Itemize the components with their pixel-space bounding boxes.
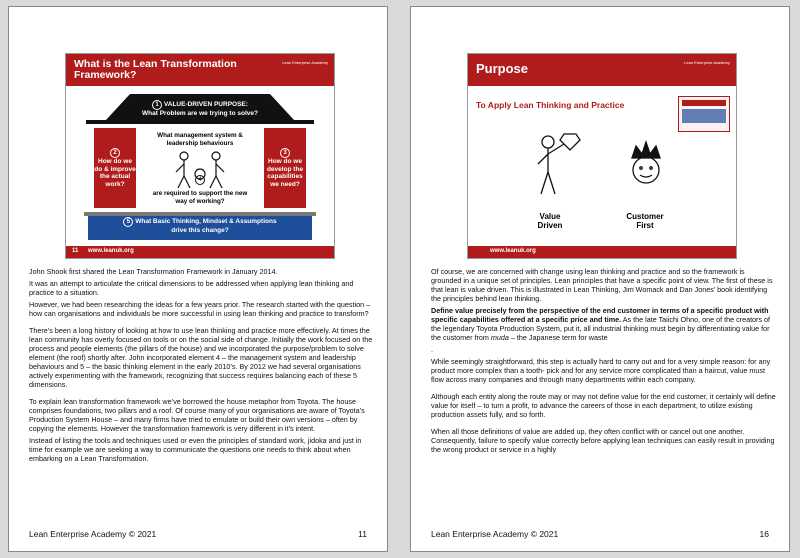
page-number: 16	[759, 529, 769, 539]
roof-line-2: What Problem are we trying to solve?	[142, 110, 258, 117]
label-line: Value	[539, 212, 561, 221]
paragraph: .	[431, 345, 433, 354]
paragraph: It was an attempt to articulate the critical dimensions to be addressed when applying lean thinking and practice to a situation.	[29, 279, 354, 297]
left-pillar-text: How do we do & improve the actual work?	[94, 158, 136, 188]
definition-rest: As the late Taiichi Ohno, one of the creators of the legendary Toyota Production System, put it, all industrial thinking must begin by differentiating value for the customer from	[431, 315, 771, 342]
customer-first-label	[610, 212, 680, 230]
center-question-bottom: are required to support the new way of working?	[152, 190, 248, 205]
brand-logo: Lean Enterprise Academy	[684, 60, 730, 65]
document-page-right	[410, 6, 790, 552]
number-badge: 2	[110, 148, 120, 158]
roof-label	[66, 100, 334, 118]
slide-title: What is the Lean Transformation Framework?	[74, 58, 237, 81]
slide-url: www.leanuk.org	[490, 248, 536, 254]
right-pillar	[264, 128, 306, 208]
number-badge: 3	[280, 148, 290, 158]
slide-purpose	[467, 53, 737, 259]
paragraph: To explain lean transformation framework we’ve borrowed the house metaphor from Toyota. The house comprises foundations, two pillars and a roof. Of course many of your organisations are aware of Toyota’s Production System House – and many firms have tried to emulate or build their own versions – often by copying the elements. However the transformation framework is very different in it’s intent.	[29, 397, 365, 433]
paragraph: However, we had been researching the ideas for a few years prior. The research started with the question – how can organisations and individuals be more successful in using lean thinking and practice to transform?	[29, 300, 371, 318]
body-text	[431, 267, 776, 457]
page-footer: Lean Enterprise Academy © 2021	[431, 529, 559, 539]
document-page-left	[8, 6, 388, 552]
house-thumbnail	[678, 96, 730, 132]
base-line-2: drive this change?	[171, 227, 229, 234]
paragraph: While seemingly straightforward, this step is actually hard to carry out and for a very simple reason: for any product more complex than a tooth- pick and for any service more complicated than a haircut, value must flow across many companies and through many departments within each company.	[431, 357, 771, 384]
paragraph: Although each entity along the route may or may not define value for the end customer, it certainly will define value for itself – to turn a profit, to advance the careers of those in each department, to utilize existing production assets fully, and so forth.	[431, 392, 776, 419]
center-question-top: What management system & leadership behaviours	[157, 132, 243, 147]
paragraph-definition	[431, 306, 776, 342]
page-number: 11	[358, 529, 367, 539]
slide-title: Purpose	[476, 61, 529, 76]
slide-footer	[66, 246, 334, 258]
base-label	[88, 217, 312, 235]
paragraph: Of course, we are concerned with change using lean thinking and practice and so the framework is grounded in a unique set of principles. Lean principles that have a specific point of view. The first of these is that lean is value driven. This is illustrated in Lean Thinking, Jim Womack and Dan Jones’ book identifying the principles behind lean thinking.	[431, 267, 773, 303]
label-line: Customer	[626, 212, 664, 221]
right-pillar-text: How do we develop the capabilities we need?	[266, 158, 304, 188]
slide-header	[468, 54, 736, 86]
crown-label: CUSTOMER	[600, 134, 623, 139]
slide-framework	[65, 53, 335, 259]
paragraph: When all those definitions of value are added up, they often conflict with or cancel out one another. Consequently, failure to specify value correctly before applying lean techniques can easily result in providing the wrong product or service in a highly	[431, 427, 775, 454]
body-text	[29, 267, 374, 466]
paragraph: Instead of listing the tools and techniques used or even the principles of standard work, jidoka and just in time for example we are seeking a way to communicate the questions one needs to think about when embarking on a Lean Transformation.	[29, 436, 362, 463]
paragraph: John Shook first shared the Lean Transformation Framework in January 2014.	[29, 267, 278, 276]
brand-logo: Lean Enterprise Academy	[282, 60, 328, 65]
slide-footer	[468, 246, 736, 258]
page-footer: Lean Enterprise Academy © 2021	[29, 529, 157, 539]
term-muda: muda	[490, 333, 509, 342]
value-driven-label	[520, 212, 580, 230]
paragraph: There’s been a long history of looking at how to use lean thinking and practice more effectively. At times the lean community has overly focused on tools or on the social side of change. Initially the work focused on the process and people elements (the pillars of the house) and we incorporated the purpose/problem to solve element (the roof) shortly after. John incorporated element 4 – the management system and leadership behaviours and 5 – the basic thinking element in the early 2010’s. By 2012 we had several organisations actively experimenting with the framework, recognizing that success requires balancing each of these 5 dimensions.	[29, 326, 373, 389]
roof-line-1: VALUE-DRIVEN PURPOSE:	[163, 101, 248, 108]
slide-url: www.leanuk.org	[88, 248, 134, 254]
label-line: Driven	[537, 221, 563, 230]
center-number	[195, 168, 205, 186]
definition-end: – the Japanese term for waste	[508, 333, 608, 342]
slide-page-number: 11	[72, 248, 79, 254]
definition-bold: Define value precisely from the perspective of the end customer in terms of a specific product with specific capabilities offered at a specific price and time.	[431, 306, 769, 324]
number-badge: 4	[195, 175, 205, 185]
left-pillar	[94, 128, 136, 208]
number-badge: 5	[123, 217, 133, 227]
base-line-1: What Basic Thinking, Mindset & Assumptions	[135, 218, 277, 225]
label-line: First	[636, 221, 654, 230]
purpose-illustration	[528, 128, 678, 208]
slide-header	[66, 54, 334, 86]
slide-subtitle: To Apply Lean Thinking and Practice	[476, 100, 625, 110]
number-badge: 1	[152, 100, 162, 110]
